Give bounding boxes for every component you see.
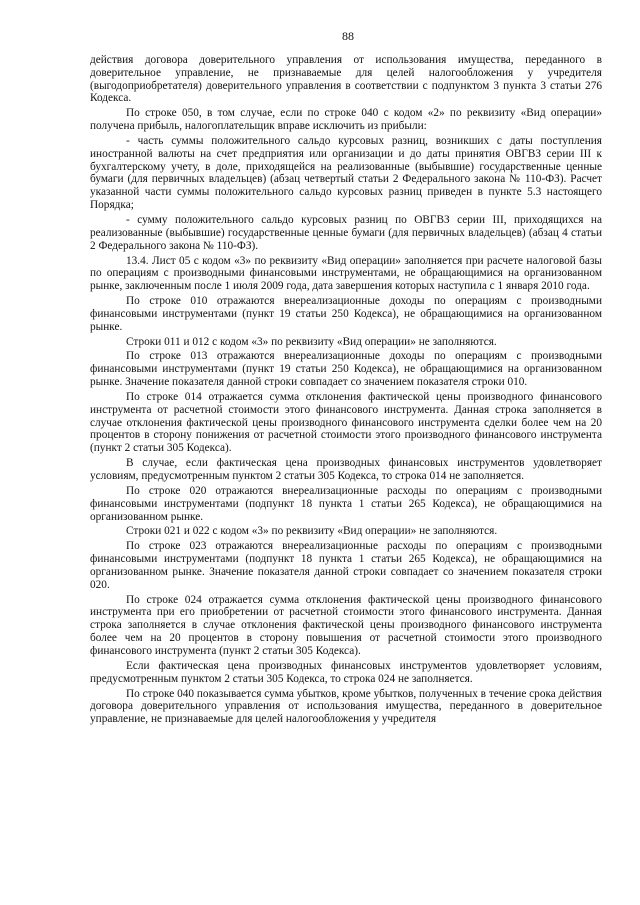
paragraph-section-13-4: 13.4. Лист 05 с кодом «3» по реквизиту «Вид операции» заполняется при расчете налоговой базы по операциям с производными финансовыми инструментами, не обращающимися на организованном рынке, заключенным после 1 июля 2009 года, дата завершения которых наступила с 1 января 2010 года.: [90, 254, 602, 293]
paragraph-line-020: По строке 020 отражаются внереализационные расходы по операциям с производными финансовыми инструментами (подпункт 18 пункта 1 статьи 265 Кодекса), не обращающимися на организованном рынке.: [90, 484, 602, 523]
paragraph-lines-011-012: Строки 011 и 012 с кодом «3» по реквизиту «Вид операции» не заполняются.: [126, 335, 497, 348]
list-item-exchange-diff-sum: - сумму положительного сальдо курсовых разниц по ОВГВЗ серии III, приходящихся на реализованные (выбывшие) государственные ценные бумаги (для первичных владельцев) (абзац 4 статьи 2 Федерального закона № 110-ФЗ).: [90, 213, 602, 252]
paragraph-continuation: действия договора доверительного управления от использования имущества, переданного в доверительное управление, не признаваемые для целей налогообложения у учредителя (выгодоприобретателя) доверительного управления в соответствии с подпунктом 3 пункта 3 статьи 276 Кодекса.: [90, 53, 602, 105]
paragraph-line-040: По строке 040 показывается сумма убытков, кроме убытков, полученных в течение срока действия договора доверительного управления от использования имущества, переданного в доверительное управление, не признаваемые для целей налогообложения у учредителя: [90, 687, 602, 726]
paragraph-line-024: По строке 024 отражается сумма отклонения фактической цены производного финансового инструмента при его приобретении от расчетной стоимости этого финансового инструмента. Данная строка заполняется в случае отклонения фактической цены производного финансового инструмента более чем на 20 процентов в сторону повышения от расчетной стоимости этого производного финансового инструмента (пункт 2 статьи 305 Кодекса).: [90, 593, 602, 657]
page-number: 88: [342, 29, 354, 43]
list-item-exchange-diff-share: - часть суммы положительного сальдо курсовых разниц, возникших с даты поступления иностранной валюты на счет предприятия или организации и до даты принятия ОВГВЗ серии III к бухгалтерскому учету, в доле, приходящейся на реализованные (выбывшие) государственные ценные бумаги (для первичных владельцев) (абзац четвертый статьи 2 Федерального закона № 110-ФЗ). Расчет указанной части суммы положительного сальдо курсовых разниц приведен в пункте 5.3 настоящего Порядка;: [90, 134, 602, 212]
paragraph-line-014: По строке 014 отражается сумма отклонения фактической цены производного финансового инструмента от расчетной стоимости этого финансового инструмента. Данная строка заполняется в случае отклонения фактической цены производного финансового инструмента сделки более чем на 20 процентов в сторону понижения от расчетной стоимости этого производного финансового инструмента (пункт 2 статьи 305 Кодекса).: [90, 390, 602, 455]
paragraph-lines-021-022: Строки 021 и 022 с кодом «3» по реквизиту «Вид операции» не заполняются.: [126, 525, 498, 538]
paragraph-line-010: По строке 010 отражаются внереализационные доходы по операциям с производными финансовыми инструментами (пункт 19 статьи 250 Кодекса), не обращающимися на организованном рынке.: [90, 295, 602, 333]
paragraph-line-013: По строке 013 отражаются внереализационные доходы по операциям с производными финансовыми инструментами (пункт 19 статьи 250 Кодекса), не обращающимися на организованном рынке. Значение показателя данной строки совпадает со значением показателя строки 010.: [90, 350, 602, 389]
paragraph-line-050: По строке 050, в том случае, если по строке 040 с кодом «2» по реквизиту «Вид операции» получена прибыль, налогоплательщик вправе исключить из прибыли:: [90, 107, 602, 133]
paragraph-line-014-exception: В случае, если фактическая цена производных финансовых инструментов удовлетворяет условиям, предусмотренным пунктом 2 статьи 305 Кодекса, то строка 014 не заполняется.: [90, 457, 602, 482]
paragraph-line-024-exception: Если фактическая цена производных финансовых инструментов удовлетворяет условиям, предусмотренным пунктом 2 статьи 305 Кодекса, то строка 024 не заполняется.: [90, 659, 602, 685]
paragraph-line-023: По строке 023 отражаются внереализационные расходы по операциям с производными финансовыми инструментами (подпункт 18 пункта 1 статьи 265 Кодекса), не обращающимися на организованном рынке. Значение показателя данной строки совпадает со значением показателя строки 020.: [90, 540, 602, 591]
